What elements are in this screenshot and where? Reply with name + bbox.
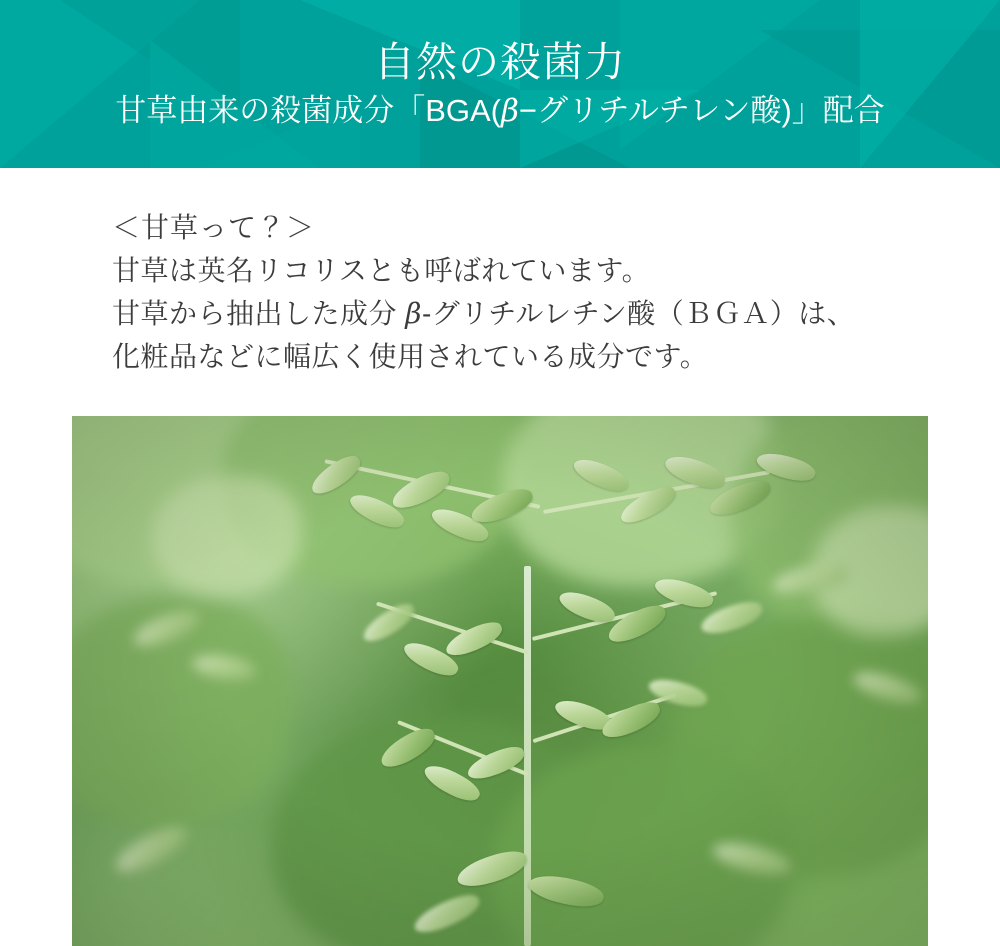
- header-banner: [0, 0, 1000, 168]
- banner-subtitle-beta: β: [501, 93, 519, 130]
- body-line-3: [112, 292, 932, 335]
- photo-vignette: [72, 416, 928, 946]
- body-line-1: ＜甘草って？＞: [112, 212, 316, 243]
- body-line-2: 甘草は英名リコリスとも呼ばれています。: [112, 255, 651, 286]
- body-line-3-post: -グリチルレチン酸（ＢＧＡ）は、: [421, 298, 856, 329]
- licorice-plant-photo: [72, 416, 928, 946]
- banner-subtitle-prefix: 甘草由来の殺菌成分「BGA(: [115, 93, 501, 129]
- body-line-3-beta: β: [405, 297, 422, 330]
- body-copy: [112, 206, 932, 378]
- banner-subtitle: [115, 92, 885, 130]
- body-line-3-pre: 甘草から抽出した成分: [112, 298, 406, 329]
- banner-subtitle-suffix: −グリチルチレン酸)」配合: [518, 93, 885, 129]
- banner-title: 自然の殺菌力: [374, 38, 626, 85]
- body-line-4: 化粧品などに幅広く使用されている成分です。: [112, 341, 709, 372]
